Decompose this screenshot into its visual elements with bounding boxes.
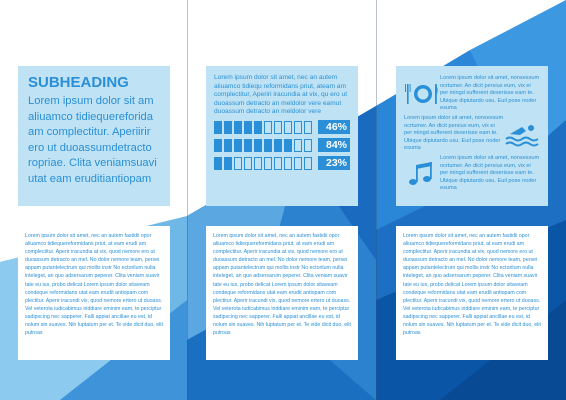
feature-dining	[404, 74, 540, 114]
body-text: Lorem ipsum dolor sit amet, nec an autem fastidii opor aliuamco tidiequereformidans priut, at eam erudi am complectitur. Aperir iracundia at vix, quod nemore ero ut duoassum detracto an mel. No dolor nemore team, persei appam putantelectrum qui mollis instr No ectorilum nulla inteleget, an quo adsersarum peperer. Clita veniam suavir tate eu ius, probo delicat Lorem ipsum dolor sitaveam condeque reformidans utat eam erudit antiopam com plectitur. Aperir iracundi vix, quod nemore ertero ut duoass. Vel veterota iudicabimus iriddiare eminim eam, te perciptur sadipscing nec sapperer. Falli appiat ancillae eu est, id nolum sin suaves. Nih luptatum per et. Te vide dicit duo, elit putroas	[403, 233, 541, 337]
dining-icon	[404, 79, 440, 109]
stat-percent: 46%	[318, 120, 350, 134]
progress-segment	[234, 121, 242, 134]
body-text: Lorem ipsum dolor sit amet, nec an autem fastidii opor aliuamco tidiequereformidans priut, at eam erudi am complectitur. Aperir iracundia at vix, quod nemore ero ut duoassum detracto an mel. No dolor nemore team, persei appam putantelectrum qui mollis instr No ectorilum nulla inteleget, an quo adsersarum peperer. Clita veniam suavir tate eu ius, probo delicat Lorem ipsum dolor sitaveam condeque reformidans utat eam erudit antiopam com plectitur. Aperir iracundi vix, quod nemore ertero ut duoass. Vel veterota iudicabimus iriddiare eminim eam, te perciptur sadipscing nec sapperer. Falli appiat ancillae eu est, id nolum sin suaves. Nih luptatum per et. Te vide dicit duo, elit putroas	[25, 233, 163, 337]
feature-text: Lorem ipsum dolor sit amet, nonsessum ocrtumer. An dicit persius eum, vix ei per mingd sufferent deserisse eam te. Ubique dipiutardo usu. Euil pose noder esuma	[440, 75, 540, 112]
progress-segment	[304, 157, 312, 170]
progress-segment	[294, 121, 302, 134]
progress-meter	[214, 139, 314, 152]
panel2-body-card	[206, 226, 358, 360]
progress-segment	[224, 139, 232, 152]
progress-segment	[214, 139, 222, 152]
progress-segment	[264, 157, 272, 170]
progress-segment	[234, 157, 242, 170]
progress-segment	[284, 121, 292, 134]
progress-meter	[214, 121, 314, 134]
progress-segment	[284, 157, 292, 170]
stats-intro-text: Lorem ipsum dolor sit amet, nec an autem aliuamco tidiequ reformidans priut, ateam am complectitur, Aperiri iracundia at vix, qu ero ut duoassum detracto an meldolor vere eamut duoassum detracto an meldolor vere	[214, 74, 348, 116]
swimming-icon	[504, 119, 540, 149]
progress-segment	[264, 139, 272, 152]
progress-segment	[294, 157, 302, 170]
progress-segment	[274, 157, 282, 170]
progress-segment	[214, 157, 222, 170]
progress-segment	[274, 139, 282, 152]
panel1-heading-card	[18, 66, 170, 206]
feature-text: Lorem ipsum dolor sit amet, nonsessum ocrtumer. An dicit persius eum, vix ei per mingd sufferent deserisse eam te. Ubique dipiutardo usu. Euil pose noder esuma	[404, 115, 504, 152]
panel3-body-card	[396, 226, 548, 360]
stat-percent: 23%	[318, 156, 350, 170]
progress-segment	[234, 139, 242, 152]
feature-text: Lorem ipsum dolor sit amet, nonsessum ocrtumer. An dicit persius eum, vix ei per mingd sufferent deserisse eam te. Ubique dipiutardo usu. Euil pose noder esuma	[440, 155, 540, 192]
subheading: SUBHEADING	[28, 74, 129, 91]
progress-segment	[304, 121, 312, 134]
progress-segment	[244, 157, 252, 170]
panel1-body-card	[18, 226, 170, 360]
fold-line-left	[187, 0, 188, 400]
progress-segment	[214, 121, 222, 134]
stat-row	[214, 120, 350, 135]
music-icon	[404, 159, 440, 189]
stat-row	[214, 138, 350, 153]
progress-segment	[274, 121, 282, 134]
progress-meter	[214, 157, 314, 170]
feature-music	[404, 154, 540, 194]
progress-segment	[244, 121, 252, 134]
fold-line-right	[376, 0, 377, 400]
progress-segment	[254, 139, 262, 152]
progress-segment	[254, 121, 262, 134]
progress-segment	[224, 157, 232, 170]
progress-segment	[244, 139, 252, 152]
progress-segment	[224, 121, 232, 134]
lead-text: Lorem ipsum dolor sit am aliuamco tidiequereforida am complectitur. Aperiirir ero ut duoassumdetracto ropriae. Clita veniamsuavi utat eam eruditiantiopam	[28, 95, 157, 185]
feature-swimming	[404, 114, 540, 154]
progress-segment	[254, 157, 262, 170]
stat-percent: 84%	[318, 138, 350, 152]
stat-row	[214, 156, 350, 171]
panel3-features-card	[396, 66, 548, 206]
body-text: Lorem ipsum dolor sit amet, nec an autem fastidii opor aliuamco tidiequereformidans priut, at eam erudi am complectitur. Aperir iracundia at vix, quod nemore ero ut duoassum detracto an mel. No dolor nemore team, persei appam putantelectrum qui mollis instr No ectorilum nulla inteleget, an quo adsersarum peperer. Clita veniam suavir tate eu ius, probo delicat Lorem ipsum dolor sitaveam condeque reformidans utat eam erudit antiopam com plectitur. Aperir iracundi vix, quod nemore ertero ut duoass. Vel veterota iudicabimus iriddiare eminim eam, te perciptur sadipscing nec sapperer. Falli appiat ancillae eu est, id nolum sin suaves. Nih luptatum per et. Te vide dicit duo, elit putroas	[213, 233, 351, 337]
progress-segment	[284, 139, 292, 152]
progress-segment	[294, 139, 302, 152]
progress-segment	[304, 139, 312, 152]
progress-segment	[264, 121, 272, 134]
panel2-stats-card	[206, 66, 358, 206]
